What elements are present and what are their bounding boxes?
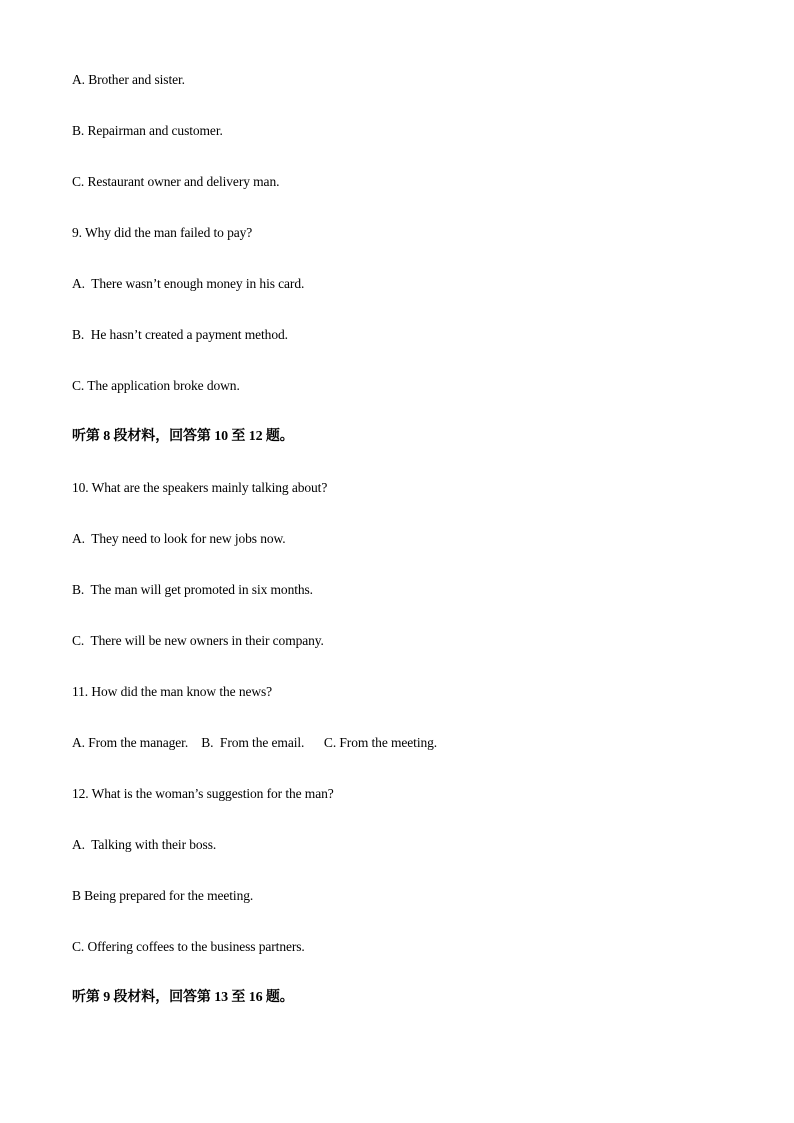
option-12b: B Being prepared for the meeting. [72,888,254,903]
option-10b: B. The man will get promoted in six months. [72,582,313,597]
option-12a: A. Talking with their boss. [72,837,217,852]
option-8a: A. Brother and sister. [72,72,185,87]
section-heading-9: 听第 9 段材料，回答第 13 至 16 题。 [72,990,294,1005]
question-12: 12. What is the woman’s suggestion for the man? [72,786,334,801]
question-10: 10. What are the speakers mainly talking about? [72,480,328,495]
option-9a: A. There wasn’t enough money in his card. [72,276,305,291]
option-9c: C. The application broke down. [72,378,240,393]
option-8b: B. Repairman and customer. [72,123,223,138]
question-9: 9. Why did the man failed to pay? [72,225,253,240]
option-10a: A. They need to look for new jobs now. [72,531,286,546]
option-10c: C. There will be new owners in their company. [72,633,324,648]
question-11: 11. How did the man know the news? [72,684,273,699]
options-11: A. From the manager. B. From the email. C. From the meeting. [72,735,438,750]
option-9b: B. He hasn’t created a payment method. [72,327,288,342]
option-8c: C. Restaurant owner and delivery man. [72,174,280,189]
section-heading-8: 听第 8 段材料，回答第 10 至 12 题。 [72,429,294,444]
option-12c: C. Offering coffees to the business partners. [72,939,305,954]
